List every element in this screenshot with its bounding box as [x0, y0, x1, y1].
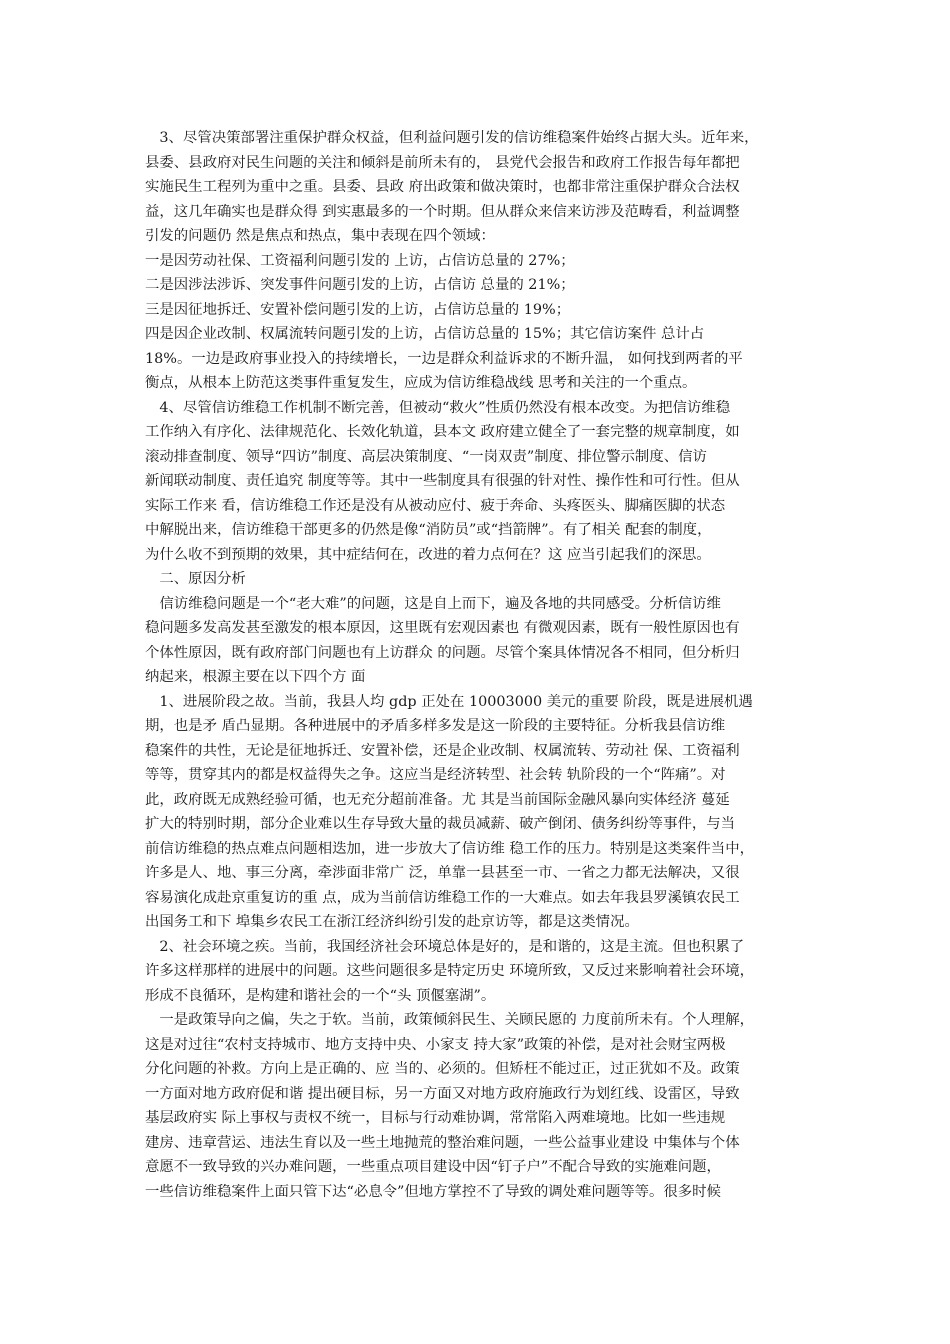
text-line: 期，也是矛 盾凸显期。各种进展中的矛盾多样多发是这一阶段的主要特征。分析我县信访维: [145, 718, 726, 734]
text-line: 县委、县政府对民生问题的关注和倾斜是前所未有的， 县党代会报告和政府工作报告每年都把: [145, 154, 740, 171]
text-line: 2、社会环境之疾。当前，我国经济社会环境总体是好的，是和谐的，这是主流。但也积累了: [145, 938, 745, 955]
document-body: [145, 126, 810, 1204]
text-line: 一是因劳动社保、工资福利问题引发的 上访，占信访总量的 27%；: [145, 252, 575, 269]
text-line: 前信访维稳的热点难点问题相迭加，进一步放大了信访维 稳工作的压力。特别是这类案件当中，: [145, 840, 754, 857]
text-line: 意愿不一致导致的兴办难问题，一些重点项目建设中因“钉子户”不配合导致的实施难问题，: [145, 1159, 721, 1175]
text-line: 益，这几年确实也是群众得 到实惠最多的一个时期。但从群众来信来访涉及范畴看，利益调整: [145, 203, 740, 220]
text-line: 为什么收不到预期的效果，其中症结何在，改进的着力点何在？这 应当引起我们的深思。: [145, 546, 711, 563]
text-line: 许多这样那样的进展中的问题。这些问题很多是特定历史 环境所致，又反过来影响着社会环境，: [145, 963, 754, 979]
text-line: 建房、违章营运、违法生育以及一些土地抛荒的整治难问题，一些公益事业建设 中集体与个体: [145, 1134, 740, 1151]
text-line: 新闻联动制度、责任追究 制度等等。其中一些制度具有很强的针对性、操作性和可行性。但从: [145, 473, 740, 489]
text-line: 四是因企业改制、权属流转问题引发的上访，占信访总量的 15%；其它信访案件 总计占: [145, 326, 705, 342]
text-line: 一是政策导向之偏，失之于软。当前，政策倾斜民生、关顾民愿的 力度前所未有。个人理解，: [145, 1012, 754, 1028]
text-line: 分化问题的补救。方向上是正确的、应 当的、必须的。但矫枉不能过正，过正犹如不及。政策: [145, 1061, 740, 1077]
text-line: 二、原因分析: [145, 571, 246, 587]
text-line: 出国务工和下 埠集乡农民工在浙江经济纠纷引发的赴京访等，都是这类情况。: [145, 914, 639, 930]
text-line: 容易演化成赴京重复访的重 点，成为当前信访维稳工作的一大难点。如去年我县罗溪镇农民工: [145, 889, 740, 906]
text-line: 引发的问题仍 然是焦点和热点，集中表现在四个领域：: [145, 228, 495, 244]
text-line: 工作纳入有序化、法律规范化、长效化轨道，县本文 政府建立健全了一套完整的规章制度，如: [145, 424, 740, 440]
text-line: 稳问题多发高发甚至激发的根本原因，这里既有宏观因素也 有微观因素，既有一般性原因也有: [145, 620, 740, 636]
text-line: 中解脱出来，信访维稳干部更多的仍然是像“消防员”或“挡箭牌”。有了相关 配套的制度，: [145, 522, 712, 538]
text-line: 此，政府既无成熟经验可循，也无充分超前准备。尤 其是当前国际金融风暴向实体经济 蔓延: [145, 791, 730, 808]
text-line: 一方面对地方政府促和谐 提出硬目标，另一方面又对地方政府施政行为划红线、设雷区，导致: [145, 1085, 740, 1102]
text-line: 衡点，从根本上防范这类事件重复发生，应成为信访维稳战线 思考和关注的一个重点。: [145, 375, 697, 391]
text-line: 1、进展阶段之故。当前，我县人均 gdp 正处在 10003000 美元的重要 阶段，既是进展机遇: [145, 693, 753, 710]
text-line: 实施民生工程列为重中之重。县委、县政 府出政策和做决策时，也都非常注重保护群众合法权: [145, 179, 740, 195]
text-line: 个体性原因，既有政府部门问题也有上访群众 的问题。尽管个案具体情况各不相同，但分析归: [145, 644, 740, 661]
text-line: 3、尽管决策部署注重保护群众权益，但利益问题引发的信访维稳案件始终占据大头。近年来，: [145, 130, 759, 146]
text-line: 18%。一边是政府事业投入的持续增长，一边是群众利益诉求的不断升温， 如何找到两者的平: [145, 350, 743, 367]
text-line: 等等，贯穿其内的都是权益得失之争。这应当是经济转型、社会转 轨阶段的一个“阵痛”。对: [145, 767, 726, 783]
text-line: 形成不良循环，是构建和谐社会的一个“头 顶偃塞湖”。: [145, 987, 496, 1004]
text-line: 二是因涉法涉诉、突发事件问题引发的上访，占信访 总量的 21%；: [145, 277, 575, 293]
text-line: 三是因征地拆迁、安置补偿问题引发的上访，占信访总量的 19%；: [145, 301, 571, 318]
text-line: 纳起来，根源主要在以下四个方 面: [145, 669, 366, 685]
text-line: 许多是人、地、事三分离，牵涉面非常广 泛，单靠一县甚至一市、一省之力都无法解决，又很: [145, 865, 740, 881]
text-line: 扩大的特别时期，部分企业难以生存导致大量的裁员减薪、破产倒闭、债务纠纷等事件，与当: [145, 816, 736, 832]
text-line: 滚动排查制度、领导“四访”制度、高层决策制度、“一岗双责”制度、排位警示制度、信访: [145, 448, 707, 465]
text-line: 一些信访维稳案件上面只管下达“必息令”但地方掌控不了导致的调处难问题等等。很多时候: [145, 1183, 721, 1200]
text-line: 基层政府实 际上事权与责权不统一，目标与行动难协调，常常陷入两难境地。比如一些违规: [145, 1110, 726, 1126]
text-line: 实际工作来 看，信访维稳工作还是没有从被动应付、疲于奔命、头疼医头、脚痛医脚的状态: [145, 497, 726, 514]
text-line: 这是对过往“农村支持城市、地方支持中央、小家支 持大家”政策的补偿，是对社会财宝两极: [145, 1036, 726, 1053]
text-line: 稳案件的共性，无论是征地拆迁、安置补偿，还是企业改制、权属流转、劳动社 保、工资福利: [145, 742, 740, 759]
text-line: 4、尽管信访维稳工作机制不断完善，但被动“救火”性质仍然没有根本改变。为把信访维稳: [145, 399, 731, 416]
text-line: 信访维稳问题是一个“老大难”的问题，这是自上而下，遍及各地的共同感受。分析信访维: [145, 595, 721, 612]
